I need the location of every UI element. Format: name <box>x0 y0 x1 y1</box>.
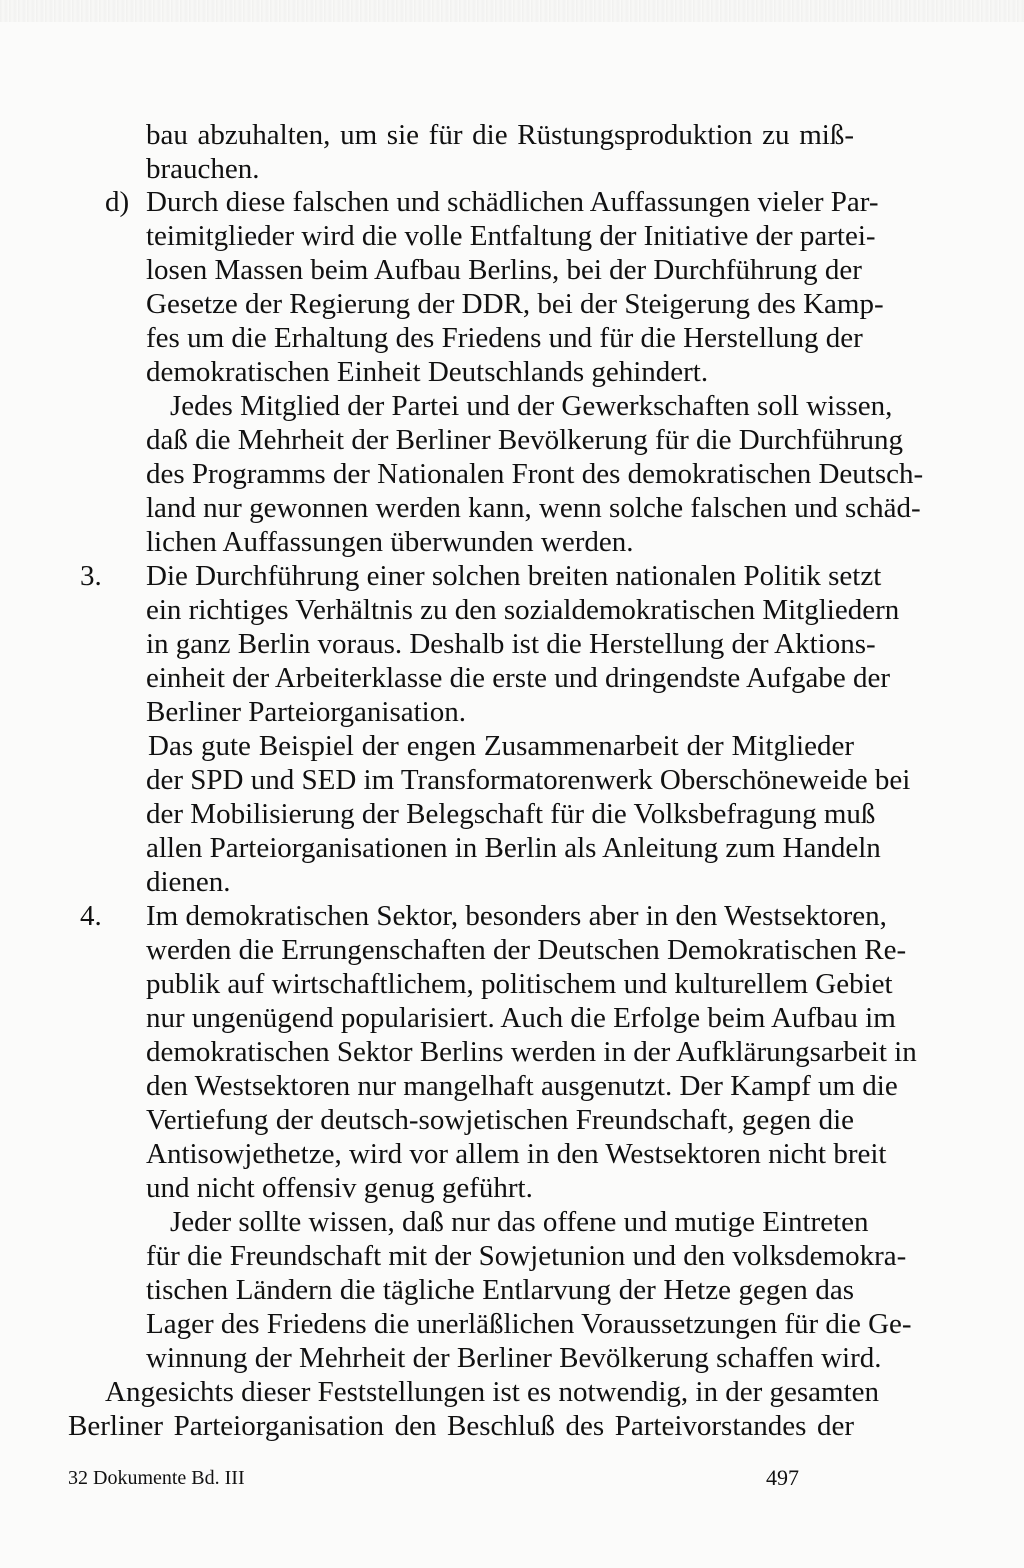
text-line: werden die Errungenschaften der Deutschen Demokratischen Re- <box>146 934 907 966</box>
text-line: demokratischen Einheit Deutschlands gehindert. <box>146 356 709 388</box>
text-line: Gesetze der Regierung der DDR, bei der Steigerung des Kamp- <box>146 288 884 320</box>
text-line: publik auf wirtschaftlichem, politischem und kulturellem Gebiet <box>146 968 893 1000</box>
text-line: fes um die Erhaltung des Friedens und für die Herstellung der <box>146 322 863 354</box>
text-line: Im demokratischen Sektor, besonders aber in den Westsektoren, <box>146 900 887 932</box>
text-line: den Westsektoren nur mangelhaft ausgenutzt. Der Kampf um die <box>146 1070 898 1102</box>
text-line: tischen Ländern die tägliche Entlarvung der Hetze gegen das <box>146 1274 854 1306</box>
footer-signature: 32 Dokumente Bd. III <box>68 1467 245 1489</box>
text-line: Lager des Friedens die unerläßlichen Voraussetzungen für die Ge- <box>146 1308 912 1340</box>
text-line: brauchen. <box>146 153 260 185</box>
text-line: Berliner Parteiorganisation. <box>146 696 466 728</box>
text-line: des Programms der Nationalen Front des demokratischen Deutsch- <box>146 458 924 490</box>
text-line: für die Freundschaft mit der Sowjetunion und den volksdemokra- <box>146 1240 907 1272</box>
text-line: Das gute Beispiel der engen Zusammenarbeit der Mitglieder <box>148 730 854 762</box>
text-line: winnung der Mehrheit der Berliner Bevölkerung schaffen wird. <box>146 1342 882 1374</box>
text-line: Berliner Parteiorganisation den Beschluß des Parteivorstandes der <box>68 1410 854 1442</box>
text-line: in ganz Berlin voraus. Deshalb ist die Herstellung der Aktions- <box>146 628 876 660</box>
text-line: ein richtiges Verhältnis zu den sozialdemokratischen Mitgliedern <box>146 594 900 626</box>
text-line: Durch diese falschen und schädlichen Auffassungen vieler Par- <box>146 186 879 218</box>
text-line: Vertiefung der deutsch-sowjetischen Freundschaft, gegen die <box>146 1104 854 1136</box>
scan-edge <box>0 0 1024 22</box>
text-line: Antisowjethetze, wird vor allem in den Westsektoren nicht breit <box>146 1138 887 1170</box>
text-line: der Mobilisierung der Belegschaft für die Volksbefragung muß <box>146 798 876 830</box>
text-line: Die Durchführung einer solchen breiten nationalen Politik setzt <box>146 560 882 592</box>
text-line: lichen Auffassungen überwunden werden. <box>146 526 634 558</box>
list-marker: 3. <box>80 560 102 592</box>
text-line: demokratischen Sektor Berlins werden in der Aufklärungsarbeit in <box>146 1036 917 1068</box>
text-line: teimitglieder wird die volle Entfaltung der Initiative der partei- <box>146 220 876 252</box>
text-line: einheit der Arbeiterklasse die erste und dringendste Aufgabe der <box>146 662 891 694</box>
text-line: Jedes Mitglied der Partei und der Gewerkschaften soll wissen, <box>170 390 893 422</box>
text-line: nur ungenügend popularisiert. Auch die Erfolge beim Aufbau im <box>146 1002 896 1034</box>
text-line: daß die Mehrheit der Berliner Bevölkerung für die Durchführung <box>146 424 903 456</box>
text-line: losen Massen beim Aufbau Berlins, bei der Durchführung der <box>146 254 862 286</box>
text-line: und nicht offensiv genug geführt. <box>146 1172 533 1204</box>
list-marker: d) <box>105 186 130 218</box>
text-line: dienen. <box>146 866 231 898</box>
text-line: land nur gewonnen werden kann, wenn solche falschen und schäd- <box>146 492 921 524</box>
text-line: der SPD und SED im Transformatorenwerk Oberschöneweide bei <box>146 764 911 796</box>
text-line: Jeder sollte wissen, daß nur das offene und mutige Eintreten <box>170 1206 869 1238</box>
list-marker: 4. <box>80 900 102 932</box>
text-line: bau abzuhalten, um sie für die Rüstungsproduktion zu miß- <box>146 119 854 151</box>
text-line: allen Parteiorganisationen in Berlin als Anleitung zum Handeln <box>146 832 881 864</box>
page-number: 497 <box>766 1465 799 1490</box>
text-line: Angesichts dieser Feststellungen ist es notwendig, in der gesamten <box>105 1376 879 1408</box>
